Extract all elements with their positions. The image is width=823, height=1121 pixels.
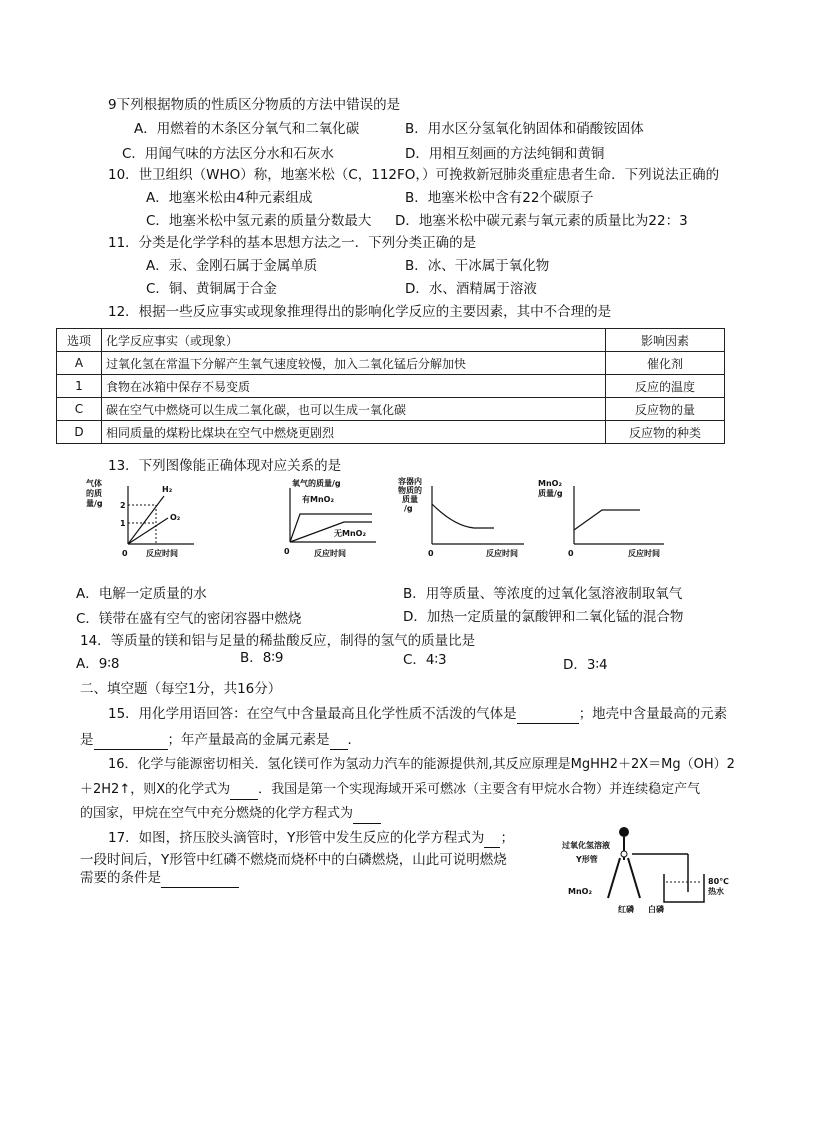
graph-magnesium (398, 476, 528, 564)
graph3-ylabel-2: 物质的 (398, 486, 422, 495)
table-cell: A (57, 352, 102, 375)
table-cell: 反应物的量 (606, 398, 725, 421)
q15-text-3: 是 (80, 732, 94, 748)
ytube-joint (621, 851, 627, 857)
q14-stem: 14．等质量的镁和铝与足量的稀盐酸反应，制得的氢气的质量比是 (80, 633, 476, 649)
section-heading: 二、填空题（每空1分，共16分） (80, 681, 282, 697)
graph1-xlabel: 反应时间 (146, 549, 178, 558)
q17-blank-1[interactable] (484, 829, 500, 848)
graph1-o2-line (128, 518, 168, 544)
graph-mno2 (538, 478, 668, 564)
q15-blank-1[interactable] (517, 705, 579, 724)
q9-option-a: A．用燃着的木条区分氧气和二氧化碳 (134, 121, 360, 137)
ytube-right-arm (628, 858, 640, 898)
table-cell: 反应的温度 (606, 375, 725, 398)
q11-option-b: B．冰、干冰属于氧化物 (405, 258, 550, 274)
q17-text-3: 需要的条件是 (80, 870, 161, 886)
graph1-ylabel-3: 量/g (86, 499, 103, 508)
q10-option-b: B．地塞米松中含有22个碳原子 (405, 190, 594, 206)
ytube-left-arm (608, 858, 620, 898)
q16-text-3: 的国家，甲烷在空气中充分燃烧的化学方程式为 (80, 806, 354, 821)
graph2-xlabel: 反应时间 (314, 549, 346, 558)
q14-option-b: B．8∶9 (240, 650, 284, 666)
q15-text-1: 15．用化学用语回答：在空气中含量最高且化学性质不活泼的气体是 (108, 706, 517, 722)
q11-option-c: C．铜、黄铜属于合金 (146, 281, 277, 297)
combustion-apparatus-svg (562, 820, 732, 915)
dropper-bulb (619, 827, 629, 837)
table-header-cell: 化学反应事实（或现象） (102, 329, 606, 352)
graph4-line (574, 510, 640, 530)
table-row (57, 352, 725, 375)
water-temp-label: 80℃ (708, 877, 729, 886)
red-phosphorus-label: 红磷 (618, 905, 634, 914)
graph1-ylabel-1: 气体 (86, 479, 102, 488)
graph4-ylabel-1: MnO₂ (538, 479, 562, 488)
graph-magnesium-svg (398, 476, 528, 560)
q16-text-1: ＋2H2↑，则X的化学式为 (80, 782, 231, 797)
mno2-label: MnO₂ (568, 887, 592, 896)
q11-option-d: D．水、酒精属于溶液 (405, 281, 537, 297)
table-cell: D (57, 421, 102, 444)
ytube-label: Y形管 (576, 855, 598, 864)
graph3-ylabel-1: 容器内 (398, 477, 422, 486)
beaker (664, 874, 704, 902)
water-label: 热水 (708, 887, 724, 896)
q13-option-d: D．加热一定质量的氯酸钾和二氧化锰的混合物 (403, 609, 684, 625)
graph1-o2-label: O₂ (170, 513, 181, 522)
graph3-xlabel: 反应时间 (486, 549, 518, 558)
q13-option-c: C．镁带在盛有空气的密闭容器中燃烧 (76, 611, 302, 627)
graph2-with-label: 有MnO₂ (302, 495, 334, 504)
q9-option-c: C．用闻气味的方法区分水和石灰水 (122, 146, 334, 162)
combustion-apparatus (562, 820, 732, 919)
q15-line1 (108, 705, 727, 724)
q15-text-2: ；地壳中含量最高的元素 (578, 706, 728, 722)
table-cell: 碳在空气中燃烧可以生成二氧化碳，也可以生成一氧化碳 (102, 398, 606, 421)
graph2-ylabel: 氧气的质量/g (292, 479, 341, 488)
q15-blank-2[interactable] (94, 731, 168, 750)
q10-option-a: A．地塞米松由4种元素组成 (146, 190, 313, 206)
dropper-label: 过氧化氢溶液 (562, 841, 610, 850)
q12-stem: 12．根据一些反应事实或现象推理得出的影响化学反应的主要因素，其中不合理的是 (108, 304, 612, 320)
table-row (57, 375, 725, 398)
graph3-ylabel-3: 质量 (402, 495, 418, 504)
graph4-ylabel-2: 质量/g (538, 489, 563, 498)
graph1-ylabel-2: 的质 (86, 489, 102, 498)
q9-stem: 9下列根据物质的性质区分物质的方法中错误的是 (108, 97, 401, 113)
q12-table (56, 328, 725, 444)
table-row (57, 398, 725, 421)
q14-option-c: C．4∶3 (403, 652, 447, 668)
table-cell: 反应物的种类 (606, 421, 725, 444)
table-cell: 催化剂 (606, 352, 725, 375)
q9-option-b: B．用水区分氢氧化钠固体和硝酸铵固体 (405, 121, 644, 137)
graph1-tick-1: 1 (120, 519, 126, 528)
graph1-h2-line (128, 496, 164, 544)
q10-option-d: D．地塞米松中碳元素与氧元素的质量比为22：3 (395, 213, 688, 229)
q15-blank-3[interactable] (330, 731, 348, 750)
q16-blank-1[interactable] (230, 781, 258, 800)
graph3-ylabel-4: /g (404, 504, 413, 513)
table-cell: 1 (57, 375, 102, 398)
graph4-origin: 0 (568, 549, 574, 558)
q10-option-c: C．地塞米松中氢元素的质量分数最大 (146, 213, 372, 229)
q14-option-a: A．9∶8 (76, 656, 120, 672)
table-header-cell: 影响因素 (606, 329, 725, 352)
q13-option-b: B．用等质量、等浓度的过氧化氢溶液制取氧气 (403, 586, 683, 602)
white-phosphorus-label: 白磷 (648, 905, 664, 914)
graph-peroxide (284, 478, 384, 564)
q17-blank-2[interactable] (161, 869, 239, 888)
table-row (57, 421, 725, 444)
table-cell: 相同质量的煤粉比煤块在空气中燃烧更剧烈 (102, 421, 606, 444)
graph4-xlabel: 反应时间 (628, 549, 660, 558)
table-header-cell: 选项 (57, 329, 102, 352)
graph3-origin: 0 (428, 549, 434, 558)
q17-line2: 一段时间后，Y形管中红磷不燃烧而烧杯中的白磷燃烧，山此可说明燃烧 (80, 852, 507, 868)
graph-peroxide-svg (284, 478, 384, 560)
q15-line2 (80, 731, 361, 750)
q11-option-a: A．汞、金刚石属于金属单质 (146, 258, 318, 274)
graph1-h2-label: H₂ (162, 485, 173, 494)
q16-line3 (80, 805, 381, 824)
q17-text-1: 17．如图，挤压胶头滴管时，Y形管中发生反应的化学方程式为 (108, 830, 485, 846)
q16-line2 (80, 781, 700, 800)
q15-text-4: ；年产量最高的金属元素是 (167, 732, 330, 748)
q16-text-2: ．我国是第一个实现海域开采可燃冰（主要含有甲烷水合物）并连续稳定产气 (258, 782, 701, 797)
q16-blank-2[interactable] (353, 805, 381, 824)
graph3-curve (432, 504, 494, 528)
q16-line1: 16．化学与能源密切相关．氢化镁可作为氢动力汽车的能源提供剂,其反应原理是MgHH2＋2X＝Mg（OH）2 (108, 757, 735, 772)
q14-option-d: D．3∶4 (563, 657, 608, 673)
q17-text-2: ； (500, 830, 514, 846)
q17-line3 (80, 869, 239, 888)
graph1-origin: 0 (122, 549, 128, 558)
graph-mno2-svg (538, 478, 668, 560)
q9-option-d: D．用相互刻画的方法纯铜和黄铜 (405, 146, 605, 162)
graph2-origin: 0 (284, 547, 290, 556)
table-cell: C (57, 398, 102, 421)
q11-stem: 11．分类是化学学科的基本思想方法之一．下列分类正确的是 (108, 235, 477, 251)
table-header-row (57, 329, 725, 352)
table-cell: 食物在冰箱中保存不易变质 (102, 375, 606, 398)
q15-text-5: ． (347, 732, 361, 748)
q17-line1 (108, 829, 514, 848)
table-cell: 过氧化氢在常温下分解产生氧气速度较慢，加入二氧化锰后分解加快 (102, 352, 606, 375)
graph1-tick-2: 2 (120, 501, 126, 510)
graph-electrolysis (86, 478, 196, 564)
q10-stem: 10．世卫组织（WHO）称，地塞米松（C，112FO，）可挽救新冠肺炎重症患者生命．下列说法正确的 (108, 167, 720, 183)
graph-electrolysis-svg (86, 478, 196, 560)
q13-option-a: A．电解一定质量的水 (76, 586, 207, 602)
q13-stem: 13．下列图像能正确体现对应关系的是 (108, 458, 342, 474)
graph2-without-label: 无MnO₂ (334, 529, 366, 538)
